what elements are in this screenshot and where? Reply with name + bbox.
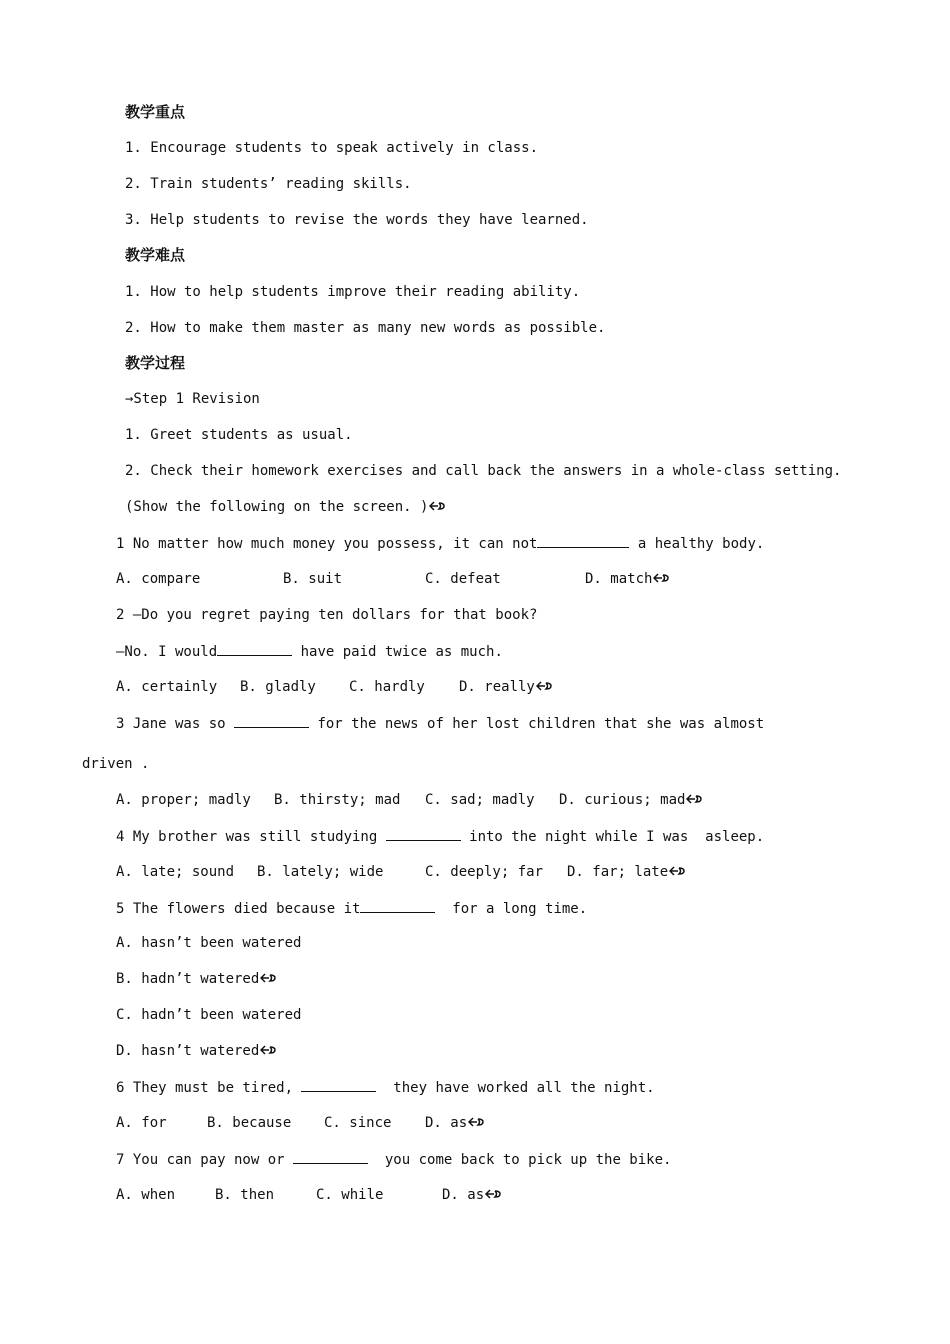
difficulty-2: 2. How to make them master as many new words as possible. [125, 320, 606, 336]
question-text: —No. I would [116, 644, 218, 660]
answer-blank [301, 1077, 376, 1092]
question-2 [116, 641, 503, 662]
question-3 [116, 713, 764, 734]
question-3-wrap: driven . [82, 756, 150, 772]
question-2-line-1: 2 —Do you regret paying ten dollars for that book? [116, 607, 538, 623]
option-1d [585, 569, 669, 589]
option-text: D. match [585, 571, 653, 587]
question-text: 5 The flowers died because it [116, 901, 361, 917]
question-text-after: for a long time. [435, 901, 588, 917]
key-point-1: 1. Encourage students to speak actively in class. [125, 140, 539, 156]
question-text-after: into the night while I was asleep. [460, 829, 765, 845]
option-6d [425, 1113, 484, 1133]
step-item-2: 2. Check their homework exercises and call back the answers in a whole-class setting. [125, 463, 842, 479]
question-text: 6 They must be tired, [116, 1080, 302, 1096]
key-point-3: 3. Help students to revise the words they have learned. [125, 212, 589, 228]
question-text-after: you come back to pick up the bike. [368, 1152, 672, 1168]
paragraph-mark-icon [653, 572, 669, 584]
option-4c: C. deeply; far [425, 864, 544, 880]
answer-blank [293, 1149, 368, 1164]
question-text: 1 No matter how much money you possess, it can not [116, 536, 538, 552]
paragraph-mark-icon [468, 1116, 484, 1128]
option-6c: C. since [324, 1115, 392, 1131]
option-text: D. far; late [567, 864, 669, 880]
paragraph-mark-icon [485, 1188, 501, 1200]
option-text: B. hadn’t watered [116, 971, 260, 987]
heading-process: 教学过程 [125, 354, 186, 372]
key-point-2: 2. Train students’ reading skills. [125, 176, 412, 192]
option-5b [116, 969, 276, 989]
answer-blank [217, 641, 292, 656]
option-7a: A. when [116, 1187, 176, 1203]
option-text: D. hasn’t watered [116, 1043, 260, 1059]
paragraph-mark-icon [686, 793, 702, 805]
option-2d [459, 677, 552, 697]
option-7b: B. then [215, 1187, 275, 1203]
heading-key-points: 教学重点 [125, 103, 186, 121]
difficulty-1: 1. How to help students improve their reading ability. [125, 284, 581, 300]
option-2c: C. hardly [349, 679, 425, 695]
option-2b: B. gladly [240, 679, 316, 695]
option-4d [567, 862, 685, 882]
option-7d [442, 1185, 501, 1205]
answer-blank [234, 713, 309, 728]
step-item-1: 1. Greet students as usual. [125, 427, 353, 443]
question-text: 7 You can pay now or [116, 1152, 294, 1168]
answer-blank [537, 533, 629, 548]
option-4b: B. lately; wide [257, 864, 384, 880]
option-1a: A. compare [116, 571, 201, 587]
heading-difficulties: 教学难点 [125, 246, 186, 264]
option-text: D. as [442, 1187, 485, 1203]
paragraph-mark-icon [260, 1044, 276, 1056]
question-7 [116, 1149, 671, 1170]
question-text-after: for the news of her lost children that she was almost [309, 716, 765, 732]
option-1c: C. defeat [425, 571, 501, 587]
question-text-after: they have worked all the night. [376, 1080, 655, 1096]
option-4a: A. late; sound [116, 864, 235, 880]
option-3d [559, 790, 702, 810]
paragraph-mark-icon [536, 680, 552, 692]
option-5a: A. hasn’t been watered [116, 935, 302, 951]
option-1b: B. suit [283, 571, 343, 587]
step-title: →Step 1 Revision [125, 391, 260, 407]
question-text: 3 Jane was so [116, 716, 235, 732]
option-text: D. really [459, 679, 535, 695]
option-7c: C. while [316, 1187, 384, 1203]
option-3a: A. proper; madly [116, 792, 251, 808]
question-4 [116, 826, 764, 847]
question-text: 4 My brother was still studying [116, 829, 386, 845]
option-3c: C. sad; madly [425, 792, 535, 808]
question-text-after: have paid twice as much. [292, 644, 503, 660]
paragraph-mark-icon [669, 865, 685, 877]
option-6b: B. because [207, 1115, 292, 1131]
answer-blank [386, 826, 461, 841]
paragraph-mark-icon [260, 972, 276, 984]
option-3b: B. thirsty; mad [274, 792, 401, 808]
option-5d [116, 1041, 276, 1061]
paragraph-mark-icon [429, 500, 445, 512]
question-text-after: a healthy body. [629, 536, 765, 552]
question-5 [116, 898, 587, 919]
question-1 [116, 533, 764, 554]
screen-note [125, 497, 445, 517]
option-6a: A. for [116, 1115, 167, 1131]
option-text: D. as [425, 1115, 468, 1131]
option-text: D. curious; mad [559, 792, 686, 808]
question-6 [116, 1077, 655, 1098]
option-5c: C. hadn’t been watered [116, 1007, 302, 1023]
answer-blank [360, 898, 435, 913]
screen-note-text: (Show the following on the screen. ) [125, 499, 429, 515]
option-2a: A. certainly [116, 679, 218, 695]
